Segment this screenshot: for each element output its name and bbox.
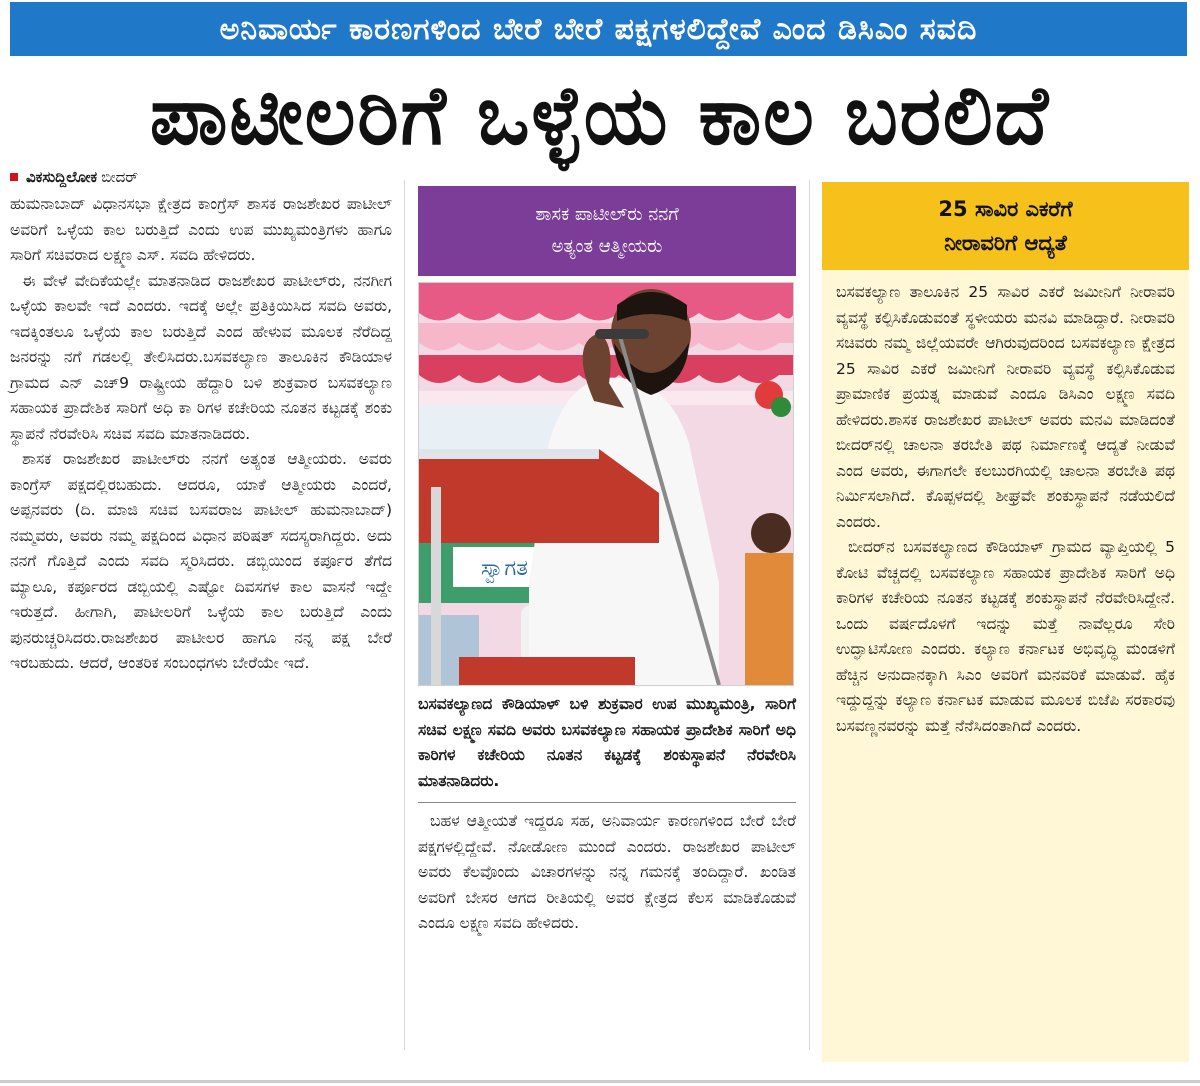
headline: ಪಾಟೀಲರಿಗೆ ಒಳ್ಳೆಯ ಕಾಲ ಬರಲಿದೆ bbox=[149, 68, 1051, 163]
paragraph: ಈ ವೇಳೆ ವೇದಿಕೆಯಲ್ಲೇ ಮಾತನಾಡಿದ ರಾಜಶೇಖರ ಪಾಟೀಲ್‌ರು, ನನಗೀಗ ಒಳ್ಳೆಯ ಕಾಲವೇ ಇದೆ ಎಂದರು. ಇದಕ್ಕೆ ಅಲ್ಲೇ ಪ್ರತಿಕ್ರಿಯಿಸಿದ ಸವದಿ ಅವರು, ಇದಕ್ಕಿಂತಲೂ ಒಳ್ಳೆಯ ಕಾಲ ಬರುತ್ತಿದೆ ಎಂದ ಹೇಳುವ ಮೂಲಕ ನೆರೆದಿದ್ದ ಜನರನ್ನು ನಗೆ ಗಡಲಲ್ಲಿ ತೇಲಿಸಿದರು.ಬಸವಕಲ್ಯಾಣ ತಾಲೂಕಿನ ಕೌಡಿಯಾಳ ಗ್ರಾಮದ ಎನ್ ಎಚ್9 ರಾಷ್ಟ್ರೀಯ ಹೆದ್ದಾರಿ ಬಳಿ ಶುಕ್ರವಾರ ಬಸವಕಲ್ಯಾಣ ಸಹಾಯಕ ಪ್ರಾದೇಶಿಕ ಸಾರಿಗೆ ಅಧಿ ಕಾ ರಿಗಳ ಕಚೇರಿಯ ನೂತನ ಕಟ್ಟಡಕ್ಕೆ ಶಂಕು ಸ್ಥಾಪನೆ ನೆರವೇರಿಸಿ ಸಚಿವ ಸವದಿ ಮಾತನಾಡಿದರು. bbox=[10, 271, 392, 443]
pull-quote bbox=[418, 186, 796, 276]
column-middle bbox=[418, 186, 796, 937]
byline-source: ವಿಕಸುದ್ದಿಲೋಕ bbox=[26, 168, 98, 186]
pull-quote-line: ಅತ್ಯಂತ ಆತ್ಮೀಯರು bbox=[551, 236, 663, 257]
paragraph: ಶಾಸಕ ರಾಜಶೇಖರ ಪಾಟೀಲ್‌ರು ನನಗೆ ಅತ್ಯಂತ ಆತ್ಮೀಯರು. ಅವರು ಕಾಂಗ್ರೆಸ್ ಪಕ್ಷದಲ್ಲಿರಬಹುದು. ಆದರೂ, ಯಾಕೆ ಆತ್ಮೀಯರು ಎಂದರೆ, ಅಪ್ಪನವರು (ದಿ. ಮಾಜಿ ಸಚಿವ ಬಸವರಾಜ ಪಾಟೀಲ್ ಹುಮನಾಬಾದ್) ನಮ್ಮವರು, ಅವರು ನಮ್ಮ ಪಕ್ಷದಿಂದ ವಿಧಾನ ಪರಿಷತ್ ಸದಸ್ಯರಾಗಿದ್ದರು. ಅದು ನನಗೆ ಗೊತ್ತಿದೆ ಎಂದು ಸವದಿ ಸ್ಮರಿಸಿದರು. ಡಬ್ಬಿಯಿಂದ ಕರ್ಪೂರ ತೆಗೆದ ಮ್ಯಾಲೂ, ಕರ್ಪೂರದ ಡಬ್ಬಿಯಲ್ಲಿ ಎಷ್ಟೋ ದಿವಸಗಳ ಕಾಲ ವಾಸನೆ ಇದ್ದೇ ಇರುತ್ತದೆ. ಹೀಗಾಗಿ, ಪಾಟೀಲರಿಗೆ ಒಳ್ಳೆಯ ಕಾಲ ಬರುತ್ತಿದೆ ಎಂದು ಪುನರುಚ್ಚರಿಸಿದರು.ರಾಜಶೇಖರ ಪಾಟೀಲರ ಹಾಗೂ ನನ್ನ ಪಕ್ಷ ಬೇರೆ ಇರಬಹುದು. ಆದರೆ, ಆಂತರಿಕ ಸಂಬಂಧಗಳು ಬೇರೆಯೇ ಇದೆ. bbox=[10, 450, 392, 672]
pull-quote-line: ಶಾಸಕ ಪಾಟೀಲ್‌ರು ನನಗೆ bbox=[535, 204, 679, 225]
sidebar-heading bbox=[822, 182, 1189, 270]
sidebar-heading-line: 25 ಸಾವಿರ ಎಕರೆಗೆ bbox=[938, 197, 1073, 221]
divider bbox=[418, 802, 796, 803]
news-photo bbox=[418, 282, 794, 686]
column-divider bbox=[809, 180, 810, 1050]
column-right-box bbox=[822, 182, 1189, 1062]
kicker-text: ಅನಿವಾರ್ಯ ಕಾರಣಗಳಿಂದ ಬೇರೆ ಬೇರೆ ಪಕ್ಷಗಳಲಿದ್ದೇವೆ ಎಂದ ಡಿಸಿಎಂ ಸವದಿ bbox=[219, 11, 978, 47]
banner-text: ಸ್ವಾಗತ bbox=[481, 556, 528, 581]
red-square-icon bbox=[10, 173, 18, 181]
column-divider bbox=[404, 180, 405, 1050]
bottom-rule bbox=[0, 1080, 1200, 1083]
byline bbox=[10, 168, 392, 186]
photo-illustration bbox=[419, 283, 793, 685]
paragraph: ಬೀದರ್‌ನ ಬಸವಕಲ್ಯಾಣದ ಕೌಡಿಯಾಳ್ ಗ್ರಾಮದ ವ್ಯಾಪ್ತಿಯಲ್ಲಿ 5 ಕೋಟಿ ವೆಚ್ಚದಲ್ಲಿ ಬಸವಕಲ್ಯಾಣ ಸಹಾಯಕ ಪ್ರಾದೇಶಿಕ ಸಾರಿಗೆ ಅಧಿ ಕಾರಿಗಳ ಕಚೇರಿಯ ನೂತನ ಕಟ್ಟಡಕ್ಕೆ ಶಂಕುಸ್ಥಾಪನೆ ನೆರವೇರಿಸಿದ್ದೇನೆ. ಒಂದು ವರ್ಷದೊಳಗೆ ಇದನ್ನು ಮತ್ತೆ ನಾವೆಲ್ಲರೂ ಸೇರಿ ಉದ್ಘಾಟಿಸೋಣ ಎಂದರು. ಕಲ್ಯಾಣ ಕರ್ನಾಟಕ ಅಭಿವೃದ್ಧಿ ಮಂಡಳಿಗೆ ಹೆಚ್ಚಿನ ಅನುದಾನಕ್ಕಾಗಿ ಸಿಎಂ ಅವರಿಗೆ ಮನವರಿಕೆ ಮಾಡುವೆ. ಹೈಕ ಇದ್ದುದ್ದನ್ನು ಕಲ್ಯಾಣ ಕರ್ನಾಟಕ ಮಾಡುವ ಮೂಲಕ ಬಿಜೆಪಿ ಸರಕಾರವು ಬಸವಣ್ಣನವರನ್ನು ಮತ್ತೆ ನೆನೆಸಿದಂತಾಗಿದೆ ಎಂದರು. bbox=[836, 538, 1175, 735]
paragraph: ಹುಮನಾಬಾದ್ ವಿಧಾನಸಭಾ ಕ್ಷೇತ್ರದ ಕಾಂಗ್ರೆಸ್ ಶಾಸಕ ರಾಜಶೇಖರ ಪಾಟೀಲ್ ಅವರಿಗೆ ಒಳ್ಳೆಯ ಕಾಲ ಬರುತ್ತಿದೆ ಎಂದು ಉಪ ಮುಖ್ಯಮಂತ್ರಿಗಳು ಹಾಗೂ ಸಾರಿಗೆ ಸಚಿವರಾದ ಲಕ್ಷ್ಮಣ ಎಸ್. ಸವದಿ ಹೇಳಿದರು. bbox=[10, 195, 392, 264]
paragraph: ಬಸವಕಲ್ಯಾಣ ತಾಲೂಕಿನ 25 ಸಾವಿರ ಎಕರೆ ಜಮೀನಿಗೆ ನೀರಾವರಿ ವ್ಯವಸ್ಥೆ ಕಲ್ಪಿಸಿಕೊಡುವಂತೆ ಸ್ಥಳೀಯರು ಮನವಿ ಮಾಡಿದ್ದಾರೆ. ನೀರಾವರಿ ಸಚಿವರು ನಮ್ಮ ಜಿಲ್ಲೆಯವರೇ ಆಗಿರುವುದರಿಂದ ಬಸವಕಲ್ಯಾಣ ಕ್ಷೇತ್ರದ 25 ಸಾವಿರ ಎಕರೆ ಜಮೀನಿಗೆ ನೀರಾವರಿ ವ್ಯವಸ್ಥೆ ಕಲ್ಪಿಸಿಕೊಡುವ ಪ್ರಾಮಾಣಿಕ ಪ್ರಯತ್ನ ಮಾಡುವೆ ಎಂದೂ ಡಿಸಿಎಂ ಲಕ್ಷ್ಮಣ ಸವದಿ ಹೇಳಿದರು.ಶಾಸಕ ರಾಜಶೇಖರ ಪಾಟೀಲ್ ಅವರು ಮನವಿ ಮಾಡಿದಂತೆ ಬೀದರ್‌ನಲ್ಲಿ ಚಾಲನಾ ತರಬೇತಿ ಪಥ ನಿರ್ಮಾಣಕ್ಕೆ ಆದ್ಯತೆ ನೀಡುವೆ ಎಂದ ಅವರು, ಈಗಾಗಲೇ ಕಲಬುರಗಿಯಲ್ಲಿ ಚಾಲನಾ ತರಬೇತಿ ಪಥ ನಿರ್ಮಿಸಲಾಗಿದೆ. ಕೊಪ್ಪಳದಲ್ಲಿ ಶೀಘ್ರವೇ ಶಂಕುಸ್ಥಾಪನೆ ನಡೆಯಲಿದೆ ಎಂದರು. bbox=[836, 283, 1175, 531]
column-left bbox=[10, 168, 392, 677]
byline-place: ಬೀದರ್ bbox=[101, 168, 139, 186]
kicker-banner bbox=[10, 2, 1187, 56]
paragraph: ಬಹಳ ಆತ್ಮೀಯತೆ ಇದ್ದರೂ ಸಹ, ಅನಿವಾರ್ಯ ಕಾರಣಗಳಿಂದ ಬೇರೆ ಬೇರೆ ಪಕ್ಷಗಳಲ್ಲಿದ್ದೇವೆ. ನೋಡೋಣ ಮುಂದೆ ಎಂದರು. ರಾಜಶೇಖರ ಪಾಟೀಲ್ ಅವರು ಕೆಲವೊಂದು ವಿಚಾರಗಳನ್ನು ನನ್ನ ಗಮನಕ್ಕೆ ತಂದಿದ್ದಾರೆ. ಖಂಡಿತ ಅವರಿಗೆ ಬೇಸರ ಆಗದ ರೀತಿಯಲ್ಲಿ ಅವರ ಕ್ಷೇತ್ರದ ಕೆಲಸ ಮಾಡಿಕೊಡುವೆ ಎಂದೂ ಲಕ್ಷ್ಮಣ ಸವದಿ ಹೇಳಿದರು. bbox=[418, 812, 796, 932]
sidebar-heading-line: ನೀರಾವರಿಗೆ ಆದ್ಯತೆ bbox=[944, 231, 1067, 255]
photo-caption: ಬಸವಕಲ್ಯಾಣದ ಕೌಡಿಯಾಳ್ ಬಳಿ ಶುಕ್ರವಾರ ಉಪ ಮುಖ್ಯಮಂತ್ರಿ, ಸಾರಿಗೆ ಸಚಿವ ಲಕ್ಷ್ಮಣ ಸವದಿ ಅವರು ಬಸವಕಲ್ಯಾಣ ಸಹಾಯಕ ಪ್ರಾದೇಶಿಕ ಸಾರಿಗೆ ಅಧಿ ಕಾರಿಗಳ ಕಚೇರಿಯ ನೂತನ ಕಟ್ಟಡಕ್ಕೆ ಶಂಕುಸ್ಥಾಪನೆ ನೆರವೇರಿಸಿ ಮಾತನಾಡಿದರು. bbox=[418, 695, 796, 790]
